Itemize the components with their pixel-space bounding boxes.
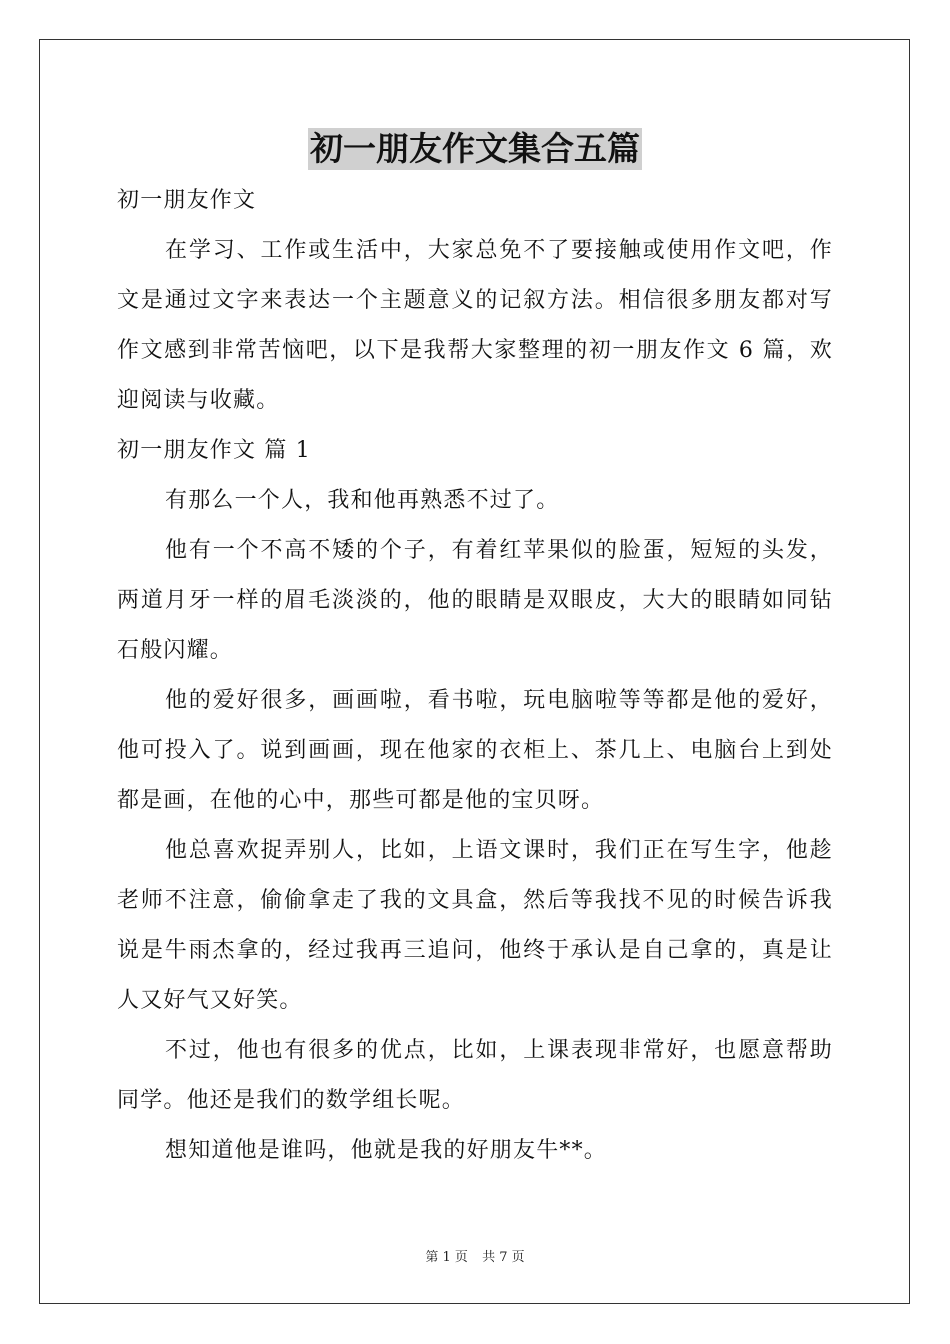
page-total: 共 7 页	[482, 1250, 525, 1265]
page-number: 第 1 页	[425, 1250, 468, 1265]
body-paragraph: 有那么一个人，我和他再熟悉不过了。	[165, 488, 560, 513]
body-paragraph: 想知道他是谁吗，他就是我的好朋友牛**。	[165, 1138, 608, 1163]
section-heading: 初一朋友作文	[117, 188, 257, 213]
body-paragraph: 他的爱好很多，画画啦，看书啦，玩电脑啦等等都是他的爱好，他可投入了。说到画画，现在他家的衣柜上、茶几上、电脑台上到处都是画，在他的心中，那些可都是他的宝贝呀。	[117, 688, 833, 813]
document-title: 初一朋友作文集合五篇	[310, 129, 640, 168]
page-footer	[0, 1246, 950, 1265]
body-paragraph: 他总喜欢捉弄别人，比如，上语文课时，我们正在写生字，他趁老师不注意，偷偷拿走了我的文具盒，然后等我找不见的时候告诉我说是牛雨杰拿的，经过我再三追问，他终于承认是自己拿的，真是让人又好气又好笑。	[117, 838, 833, 1013]
title-container	[0, 128, 950, 170]
intro-paragraph: 在学习、工作或生活中，大家总免不了要接触或使用作文吧，作文是通过文字来表达一个主题意义的记叙方法。相信很多朋友都对写作文感到非常苦恼吧，以下是我帮大家整理的初一朋友作文 6 篇，欢迎阅读与收藏。	[117, 238, 833, 413]
body-paragraph: 他有一个不高不矮的个子，有着红苹果似的脸蛋，短短的头发，两道月牙一样的眉毛淡淡的，他的眼睛是双眼皮，大大的眼睛如同钻石般闪耀。	[117, 538, 833, 663]
document-body	[117, 176, 833, 1176]
body-paragraph: 不过，他也有很多的优点，比如，上课表现非常好，也愿意帮助同学。他还是我们的数学组长呢。	[117, 1038, 833, 1113]
section-heading: 初一朋友作文 篇 1	[117, 438, 311, 463]
